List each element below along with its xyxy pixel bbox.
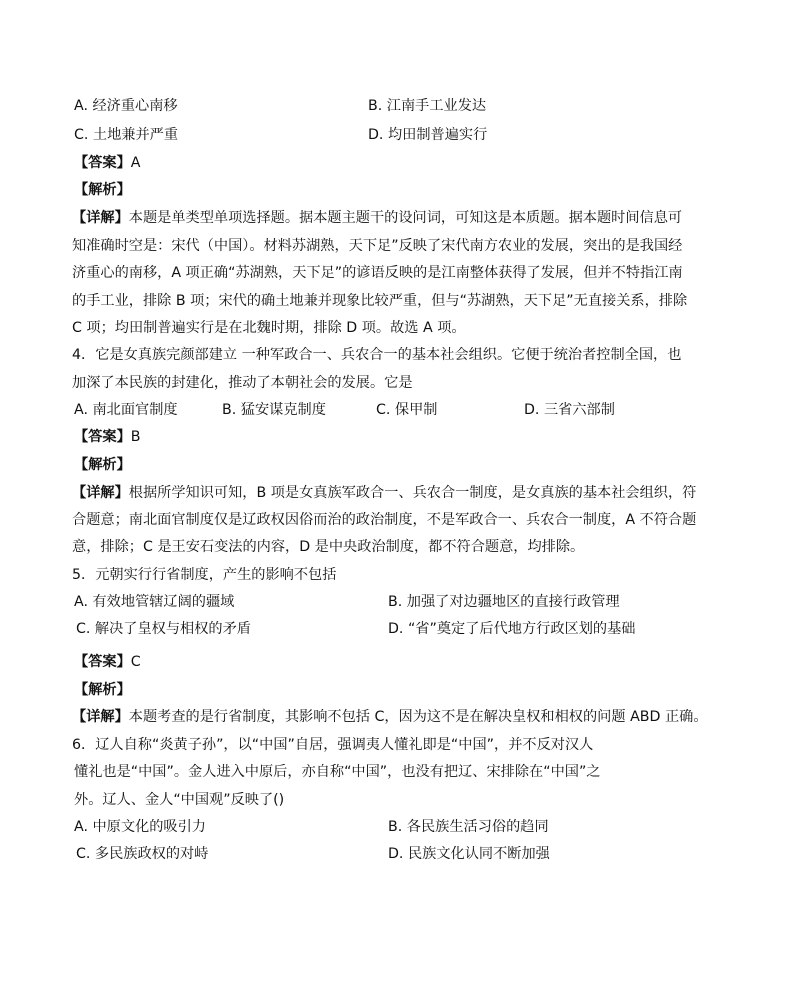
q5-analysis-tag: 【解析】 (74, 682, 131, 698)
q6-option-d: D. 民族文化认同不断加强 (388, 846, 550, 862)
q6-stem-line-1: 6．辽人自称“炎黄子孙”，以“中国”自居，强调夷人懂礼即是“中国”，并不反对汉人 (72, 737, 594, 753)
q5-option-a: A. 有效地管辖辽阔的疆域 (74, 594, 235, 610)
detail-tag: 【详解】 (72, 210, 129, 226)
q4-stem-line-2: 加深了本民族的封建化，推动了本朝社会的发展。它是 (72, 375, 413, 391)
q3-answer (74, 153, 140, 173)
q6-option-c: C. 多民族政权的对峙 (76, 846, 209, 862)
q5-option-d: D. “省”奠定了后代地方行政区划的基础 (388, 621, 636, 637)
answer-tag: 【答案】 (74, 654, 131, 670)
answer-tag: 【答案】 (74, 429, 131, 445)
detail-tag: 【详解】 (72, 485, 129, 501)
q4-option-c: C. 保甲制 (376, 402, 438, 418)
q3-option-c: C. 土地兼并严重 (74, 127, 179, 143)
q4-detail-line-3: 意，排除；C 是王安石变法的内容，D 是中央政治制度，都不符合题意，均排除。 (72, 539, 585, 555)
detail-tag: 【详解】 (72, 709, 129, 725)
q4-option-d: D. 三省六部制 (524, 402, 615, 418)
q5-detail-line-1: 【详解】本题考查的是行省制度，其影响不包括 C，因为这不是在解决皇权和相权的问题 ABD 正确。 (72, 709, 708, 725)
answer-value: C (130, 654, 141, 670)
q6-stem-line-3: 外。辽人、金人“中国观”反映了() (74, 792, 285, 808)
q4-detail-line-1: 【详解】根据所学知识可知，B 项是女真族军政合一、兵农合一制度，是女真族的基本社会组织，符 (72, 485, 697, 501)
answer-tag: 【答案】 (74, 155, 131, 171)
q4-option-b: B. 猛安谋克制度 (222, 402, 326, 418)
q5-answer (74, 652, 141, 672)
q3-detail-line-5: C 项；均田制普遍实行是在北魏时期，排除 D 项。故选 A 项。 (72, 320, 466, 336)
q5-stem: 5．元朝实行行省制度，产生的影响不包括 (72, 567, 337, 583)
q4-option-a: A. 南北面官制度 (74, 402, 178, 418)
q3-option-b: B. 江南手工业发达 (368, 98, 487, 114)
q6-stem-line-2: 懂礼也是“中国”。金人进入中原后，亦自称“中国”，也没有把辽、宋排除在“中国”之 (74, 764, 601, 780)
answer-value: A (130, 155, 141, 171)
q4-stem-line-1: 4．它是女真族完颜部建立 一种军政合一、兵农合一的基本社会组织。它便于统治者控制全国，也 (72, 347, 682, 363)
q3-option-d: D. 均田制普遍实行 (368, 127, 488, 143)
q5-option-c: C. 解决了皇权与相权的矛盾 (76, 621, 251, 637)
q3-option-a: A. 经济重心南移 (74, 98, 178, 114)
q3-analysis-tag: 【解析】 (74, 182, 131, 198)
q3-detail-line-1: 【详解】本题是单类型单项选择题。据本题主题干的设问词，可知这是本质题。据本题时间信息可 (72, 210, 683, 226)
q5-option-b: B. 加强了对边疆地区的直接行政管理 (388, 594, 620, 610)
q4-analysis-tag: 【解析】 (74, 457, 131, 473)
q6-option-b: B. 各民族生活习俗的趋同 (388, 819, 549, 835)
q4-detail-line-2: 合题意；南北面官制度仅是辽政权因俗而治的政治制度，不是军政合一、兵农合一制度，A 不符合题 (72, 512, 697, 528)
q3-detail-line-3: 济重心的南移，A 项正确“苏湖熟，天下足”的谚语反映的是江南整体获得了发展，但并不特指江南 (72, 265, 683, 281)
q3-detail-line-2: 知准确时空是：宋代（中国）。材料苏湖熟，天下足”反映了宋代南方农业的发展，突出的是我国经 (72, 238, 683, 254)
answer-value: B (130, 429, 141, 445)
q4-answer (74, 427, 141, 447)
q6-option-a: A. 中原文化的吸引力 (74, 819, 206, 835)
q3-detail-line-4: 的手工业，排除 B 项；宋代的确土地兼并现象比较严重，但与“苏湖熟，天下足”无直接关系，排除 (72, 293, 688, 309)
